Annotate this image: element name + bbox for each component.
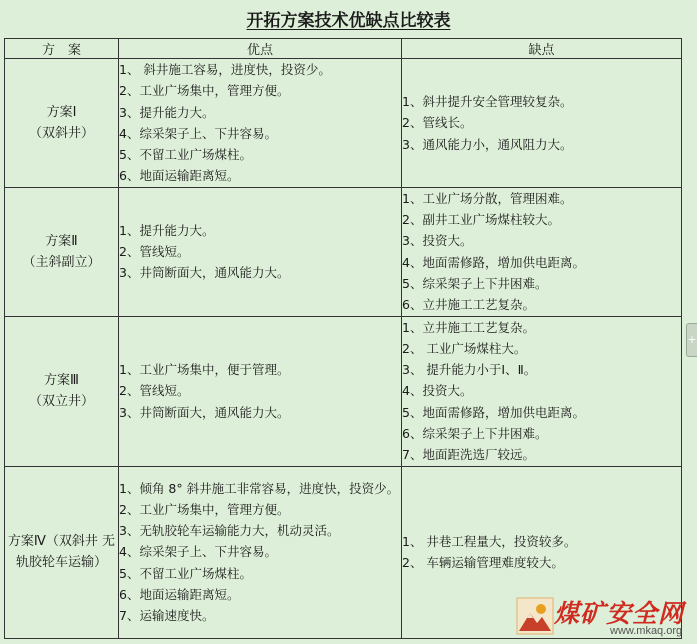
pro-item: 3、井筒断面大，通风能力大。 xyxy=(119,265,290,281)
plus-icon: + xyxy=(687,333,697,346)
scheme-name: 方案Ⅲ xyxy=(44,373,79,389)
pro-item: 1、提升能力大。 xyxy=(119,222,215,238)
watermark-name: 煤矿安全网 xyxy=(554,599,685,628)
pro-item: 3、无轨胶轮车运输能力大，机动灵活。 xyxy=(119,523,340,539)
watermark-url: www.mkaq.org xyxy=(610,625,683,637)
con-item: 4、投资大。 xyxy=(402,383,473,399)
pro-item: 4、综采架子上、下井容易。 xyxy=(119,544,277,560)
con-item: 1、斜井提升安全管理较复杂。 xyxy=(402,93,573,109)
table-row xyxy=(5,316,682,466)
con-item: 2、副井工业广场煤柱较大。 xyxy=(402,212,560,228)
pro-item: 1、工业广场集中，便于管理。 xyxy=(119,362,290,378)
pro-item: 3、井筒断面大，通风能力大。 xyxy=(119,404,290,420)
scheme-desc: （主斜副立） xyxy=(22,254,101,270)
pro-item: 6、地面运输距离短。 xyxy=(119,168,240,184)
con-item: 5、综采架子上下井困难。 xyxy=(402,275,548,291)
header-scheme: 方 案 xyxy=(5,39,119,59)
pro-item: 2、管线短。 xyxy=(119,244,190,260)
con-item: 2、 车辆运输管理难度较大。 xyxy=(402,555,564,571)
pro-item: 3、提升能力大。 xyxy=(119,104,215,120)
pros-cell xyxy=(119,466,402,638)
con-item: 3、投资大。 xyxy=(402,233,473,249)
con-item: 6、综采架子上下井困难。 xyxy=(402,426,548,442)
title-text: 开拓方案技术优缺点比较表 xyxy=(246,11,451,31)
side-expand-tab[interactable] xyxy=(686,323,697,357)
con-item: 1、 井巷工程量大，投资较多。 xyxy=(402,533,577,549)
scheme-desc: （双斜井） xyxy=(28,125,94,141)
con-item: 7、地面距洗选厂较远。 xyxy=(402,447,535,463)
scheme-name: 方案Ⅰ xyxy=(46,104,77,120)
scheme-cell xyxy=(5,316,119,466)
con-item: 4、地面需修路，增加供电距离。 xyxy=(402,254,585,270)
con-item: 6、立井施工工艺复杂。 xyxy=(402,297,535,313)
con-item: 2、管线长。 xyxy=(402,115,473,131)
header-cons: 缺点 xyxy=(402,39,682,59)
page-title xyxy=(0,6,697,31)
watermark-logo xyxy=(512,594,697,644)
table-row xyxy=(5,187,682,316)
cons-cell xyxy=(402,316,682,466)
header-row xyxy=(5,39,682,59)
cons-cell xyxy=(402,187,682,316)
cons-cell xyxy=(402,59,682,188)
con-item: 5、地面需修路，增加供电距离。 xyxy=(402,404,585,420)
pro-item: 6、地面运输距离短。 xyxy=(119,587,240,603)
scheme-cell xyxy=(5,466,119,638)
table-row xyxy=(5,59,682,188)
con-item: 1、立井施工工艺复杂。 xyxy=(402,319,535,335)
scheme-name: 方案Ⅳ（双斜井 无轨胶轮车运输） xyxy=(7,534,116,571)
pro-item: 1、倾角 8° 斜井施工非常容易，进度快，投资少。 xyxy=(119,480,400,496)
pro-item: 2、管线短。 xyxy=(119,383,190,399)
pro-item: 7、运输速度快。 xyxy=(119,608,215,624)
pro-item: 2、工业广场集中，管理方便。 xyxy=(119,501,290,517)
con-item: 2、 工业广场煤柱大。 xyxy=(402,340,527,356)
header-pros: 优点 xyxy=(119,39,402,59)
pro-item: 4、综采架子上、下井容易。 xyxy=(119,125,277,141)
scheme-cell xyxy=(5,187,119,316)
con-item: 3、 提升能力小于Ⅰ、Ⅱ。 xyxy=(402,362,537,378)
pros-cell xyxy=(119,59,402,188)
pros-cell xyxy=(119,187,402,316)
scheme-desc: （双立井） xyxy=(28,394,94,410)
con-item: 3、通风能力小，通风阻力大。 xyxy=(402,136,573,152)
pro-item: 5、不留工业广场煤柱。 xyxy=(119,565,252,581)
comparison-table xyxy=(4,38,685,639)
mountain-sun-logo-icon xyxy=(516,597,554,635)
pro-item: 1、 斜井施工容易，进度快，投资少。 xyxy=(119,62,331,77)
pros-cell xyxy=(119,316,402,466)
scheme-name: 方案Ⅱ xyxy=(45,233,78,249)
pro-item: 2、工业广场集中，管理方便。 xyxy=(119,83,290,99)
scheme-cell xyxy=(5,59,119,188)
pro-item: 5、不留工业广场煤柱。 xyxy=(119,147,252,163)
con-item: 1、工业广场分散，管理困难。 xyxy=(402,190,573,206)
